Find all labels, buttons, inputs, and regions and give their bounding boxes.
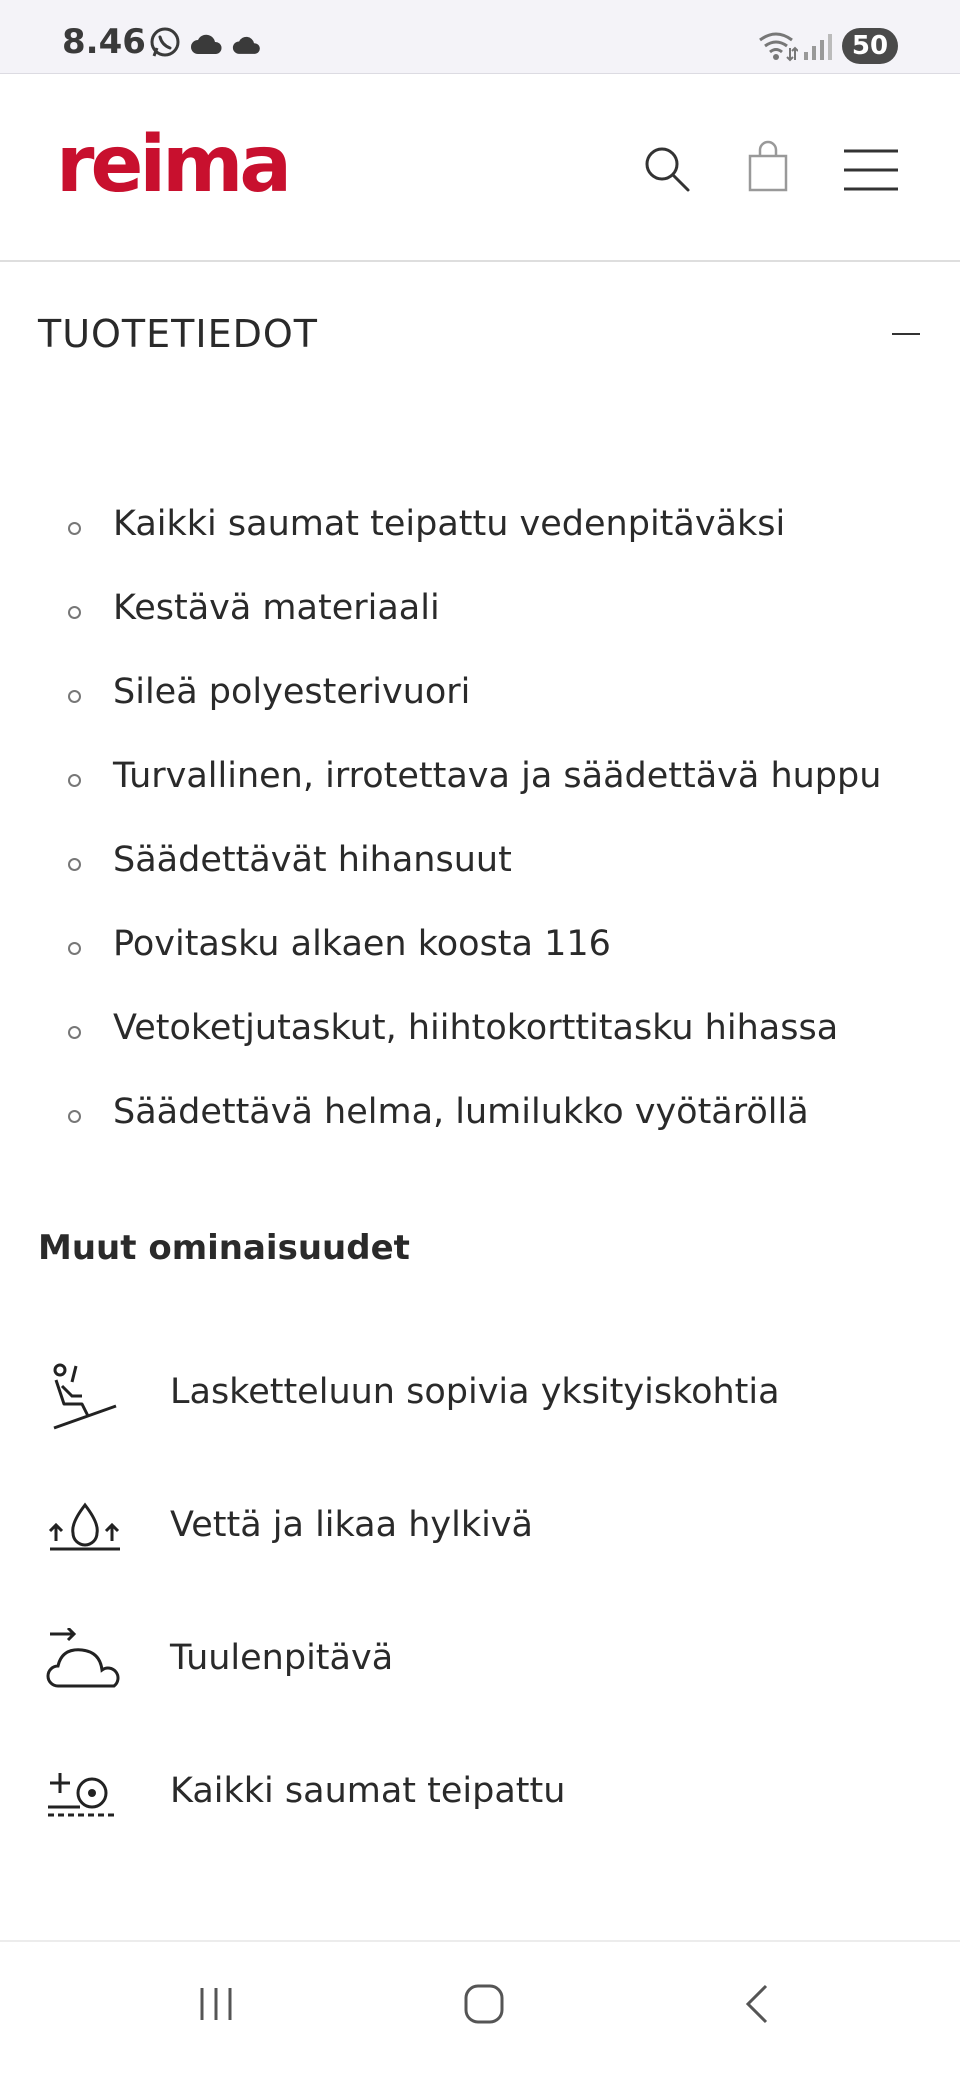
battery-indicator: 50 — [842, 28, 898, 64]
list-item — [0, 920, 960, 1004]
taped-seams-icon — [46, 1761, 124, 1835]
water-repellent-icon — [46, 1495, 124, 1569]
bullet-icon — [68, 606, 81, 619]
reima-logo[interactable]: reima — [56, 120, 289, 210]
windproof-icon — [46, 1628, 124, 1702]
property-item — [0, 1350, 960, 1483]
property-list — [0, 1350, 960, 1882]
site-header — [0, 74, 960, 262]
property-label: Vettä ja likaa hylkivä — [170, 1505, 533, 1545]
other-properties-title: Muut ominaisuudet — [38, 1228, 410, 1268]
wifi-icon — [758, 30, 798, 62]
feature-text: Kestävä materiaali — [113, 588, 440, 628]
collapse-toggle[interactable] — [888, 316, 924, 352]
feature-text: Säädettävä helma, lumilukko vyötäröllä — [113, 1092, 809, 1132]
back-button[interactable] — [736, 1982, 780, 2026]
menu-icon[interactable] — [842, 148, 900, 192]
feature-text: Turvallinen, irrotettava ja säädettävä huppu — [113, 756, 882, 796]
feature-text: Povitasku alkaen koosta 116 — [113, 924, 611, 964]
feature-text: Sileä polyesterivuori — [113, 672, 471, 712]
recent-apps-button[interactable] — [194, 1982, 238, 2026]
status-bar — [0, 0, 960, 74]
search-icon[interactable] — [642, 144, 692, 194]
property-item — [0, 1483, 960, 1616]
bullet-icon — [68, 690, 81, 703]
bullet-icon — [68, 942, 81, 955]
cloud-icon — [232, 34, 262, 56]
feature-text: Vetoketjutaskut, hiihtokorttitasku hihassa — [113, 1008, 839, 1048]
property-label: Kaikki saumat teipattu — [170, 1771, 566, 1811]
list-item — [0, 668, 960, 752]
bullet-icon — [68, 774, 81, 787]
signal-icon — [802, 32, 832, 62]
home-button[interactable] — [462, 1982, 506, 2026]
feature-text: Säädettävät hihansuut — [113, 840, 512, 880]
ski-lift-icon — [46, 1362, 124, 1436]
list-item — [0, 1088, 960, 1172]
shopping-bag-icon[interactable] — [746, 140, 792, 192]
feature-list — [0, 500, 960, 1172]
feature-text: Kaikki saumat teipattu vedenpitäväksi — [113, 504, 786, 544]
whatsapp-icon — [148, 26, 182, 60]
property-item — [0, 1616, 960, 1749]
status-time: 8.46 — [62, 22, 146, 62]
property-label: Lasketteluun sopivia yksityiskohtia — [170, 1372, 780, 1412]
list-item — [0, 1004, 960, 1088]
bullet-icon — [68, 522, 81, 535]
list-item — [0, 500, 960, 584]
cloud-icon — [190, 32, 224, 56]
list-item — [0, 836, 960, 920]
property-label: Tuulenpitävä — [170, 1638, 394, 1678]
property-item — [0, 1749, 960, 1882]
minus-icon — [892, 333, 920, 335]
list-item — [0, 584, 960, 668]
section-title-product-details[interactable]: TUOTETIEDOT — [38, 312, 318, 356]
bullet-icon — [68, 1026, 81, 1039]
bullet-icon — [68, 858, 81, 871]
list-item — [0, 752, 960, 836]
system-nav-bar — [0, 1940, 960, 2080]
bullet-icon — [68, 1110, 81, 1123]
